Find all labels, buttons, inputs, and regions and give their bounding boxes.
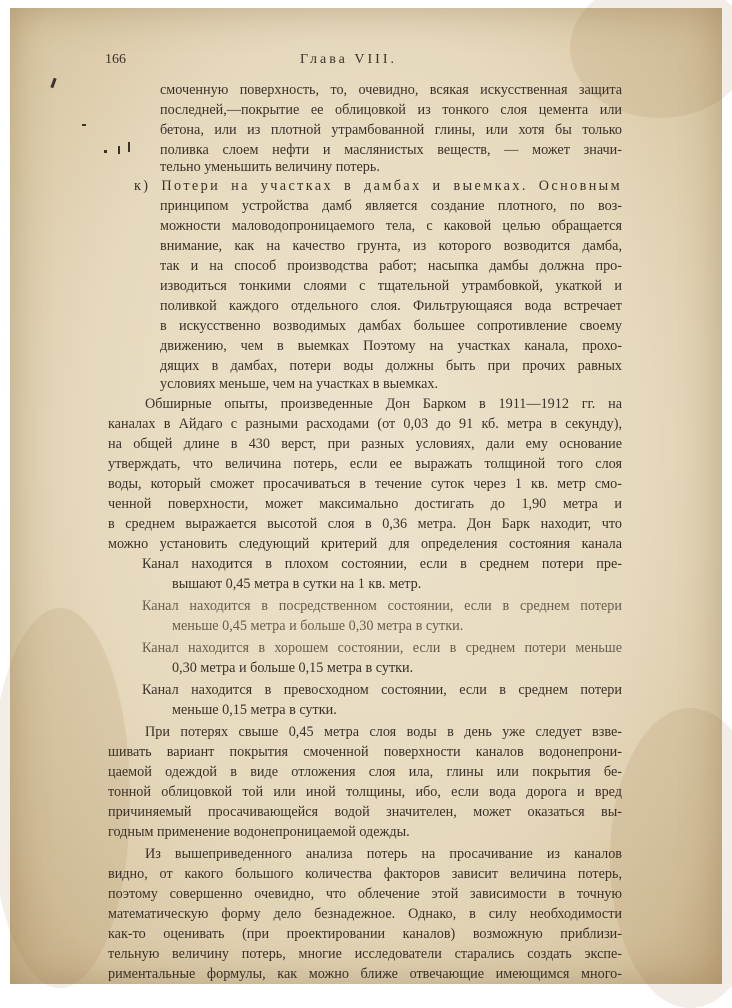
- text-line: принципом устройства дамб является создание плотного, по воз-: [160, 198, 622, 214]
- text-line: условиях меньше, чем на участках в выемках.: [160, 376, 439, 392]
- text-line: цаемой одеждой в виде отложения слоя ила, глины или покрытия бе-: [108, 764, 622, 780]
- margin-speck: [128, 142, 130, 152]
- text-line: математическую форму дело безнадежное. Однако, в силу необходимости: [108, 906, 622, 922]
- text-line: шивать вариант покрытия смоченной поверхности каналов водонепрони-: [108, 744, 622, 760]
- criterion-line: Канал находится в хорошем состоянии, если в среднем потери меньше: [142, 640, 622, 656]
- text-line: поливка слоем нефти и маслянистых веществ, — может значи-: [160, 142, 622, 158]
- text-line: тельно уменьшить величину потерь.: [160, 159, 380, 175]
- criterion-line: 0,30 метра и больше 0,15 метра в сутки.: [172, 660, 414, 676]
- subsection-heading: к) Потери на участках в дамбах и выемках. Основным: [134, 178, 622, 194]
- text-line: риментальные формулы, как можно ближе отвечающие имеющимся много-: [108, 966, 622, 982]
- criterion-line: Канал находится в посредственном состоянии, если в среднем потери: [142, 598, 622, 614]
- text-line: причиняемый просачивающейся водой значителен, может оказаться вы-: [108, 804, 622, 820]
- text-line: в среднем выражается высотой слоя в 0,36 метра. Дон Барк находит, что: [108, 516, 622, 532]
- text-line: так и на способ производства работ; насыпка дамбы должна про-: [160, 258, 622, 274]
- criterion-line: меньше 0,45 метра и больше 0,30 метра в сутки.: [172, 618, 464, 634]
- text-line: можно установить следующий критерий для определения состояния канала: [108, 536, 622, 552]
- text-line: как-то оценивать (при проектировании каналов) возможную приблизи-: [108, 926, 622, 942]
- paper-stain: [610, 708, 732, 1008]
- text-line: дящих в дамбах, потери воды должны быть при прочих равных: [160, 358, 622, 374]
- text-line: бетона, или из плотной утрамбованной глины, или хотя бы только: [160, 122, 622, 138]
- text-line: видно, от какого большого количества факторов зависит величина потерь,: [108, 866, 622, 882]
- text-line: тонной облицовкой той или иной толщины, ибо, если вода дорога и вред: [108, 784, 622, 800]
- margin-speck: [82, 124, 86, 126]
- margin-speck: [104, 150, 107, 153]
- text-line: тельную величину потерь, многие исследователи старались создать экспе-: [108, 946, 622, 962]
- criterion-line: меньше 0,15 метра в сутки.: [172, 702, 337, 718]
- text-line: Обширные опыты, произведенные Дон Барком в 1911—1912 гг. на: [145, 396, 622, 412]
- text-line: поливкой каждого отдельного слоя. Фильтрующаяся вода встречает: [160, 298, 622, 314]
- criterion-line: вышают 0,45 метра в сутки на 1 кв. метр.: [172, 576, 422, 592]
- text-line: внимание, как на качество грунта, из которого возводится дамба,: [160, 238, 622, 254]
- chapter-heading: Глава VIII.: [300, 52, 397, 67]
- margin-speck: [118, 146, 120, 154]
- criterion-line: Канал находится в превосходном состоянии, если в среднем потери: [142, 682, 622, 698]
- criterion-line: Канал находится в плохом состоянии, если в среднем потери пре-: [142, 556, 622, 572]
- text-line: воды, который сможет просачиваться в течение суток через 1 кв. метр смо-: [108, 476, 622, 492]
- text-line: При потерях свыше 0,45 метра слоя воды в день уже следует взве-: [145, 724, 622, 740]
- text-line: каналах в Айдаго с разными расходами (от 0,03 до 91 кб. метра в секунду),: [108, 416, 622, 432]
- text-line: утверждать, что величина потерь, если ее выражать толщиной того слоя: [108, 456, 622, 472]
- text-line: изводиться тонкими слоями с тщательной утрамбовкой, укаткой и: [160, 278, 622, 294]
- text-line: движению, чем в выемках Поэтому на участках канала, прохо-: [160, 338, 622, 354]
- text-line: можности маловодопроницаемого тела, с каковой целью обращается: [160, 218, 622, 234]
- text-line: годным применение водонепроницаемой одежды.: [108, 824, 410, 840]
- text-line: ченной поверхности, может максимально достигать до 1,90 метра и: [108, 496, 622, 512]
- page-number: 166: [105, 52, 126, 67]
- text-line: Из вышеприведенного анализа потерь на просачивание из каналов: [145, 846, 622, 862]
- text-line: на общей длине в 430 верст, при разных условиях, дали ему основание: [108, 436, 622, 452]
- text-line: поэтому совершенно очевидно, что облечение этой зависимости в точную: [108, 886, 622, 902]
- text-line: в искусственно возводимых дамбах большее сопротивление своему: [160, 318, 622, 334]
- text-line: смоченную поверхность, то, очевидно, всякая искусственная защита: [160, 82, 622, 98]
- text-line: последней,—покрытие ее облицовкой из тонкого слоя цемента или: [160, 102, 622, 118]
